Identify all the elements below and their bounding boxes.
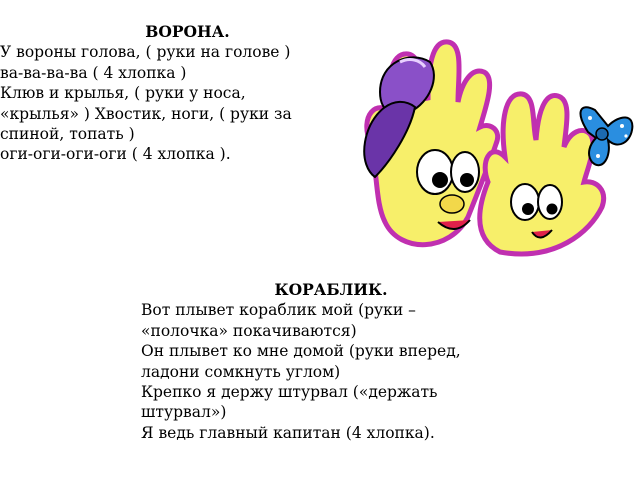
poem-line: ладони сомкнуть углом) <box>141 362 341 381</box>
poem-line: Он плывет ко мне домой (руки вперед, <box>141 342 461 361</box>
poem-line: Я ведь главный капитан (4 хлопка). <box>141 423 435 442</box>
poem-line: оги-оги-оги-оги ( 4 хлопка ). <box>0 145 231 164</box>
poem-line: Вот плывет кораблик мой (руки – <box>141 301 416 320</box>
poem-line: спиной, топать ) <box>0 125 135 144</box>
poem-line: У вороны голова, ( руки на голове ) <box>0 43 291 62</box>
poem-line: Клюв и крылья, ( руки у носа, <box>0 84 246 103</box>
poem-line: ва-ва-ва-ва ( 4 хлопка ) <box>0 63 187 82</box>
poem-line: «крылья» ) Хвостик, ноги, ( руки за <box>0 104 292 123</box>
poem-title: КОРАБЛИК. <box>274 280 388 299</box>
poem-title: ВОРОНА. <box>145 22 230 41</box>
poem-vorona <box>0 22 365 165</box>
poem-korablik <box>141 280 521 443</box>
poem-line: штурвал») <box>141 403 227 422</box>
poem-line: «полочка» покачиваются) <box>141 321 357 340</box>
cartoon-hands-icon <box>340 22 640 260</box>
poem-line: Крепко я держу штурвал («держать <box>141 383 438 402</box>
